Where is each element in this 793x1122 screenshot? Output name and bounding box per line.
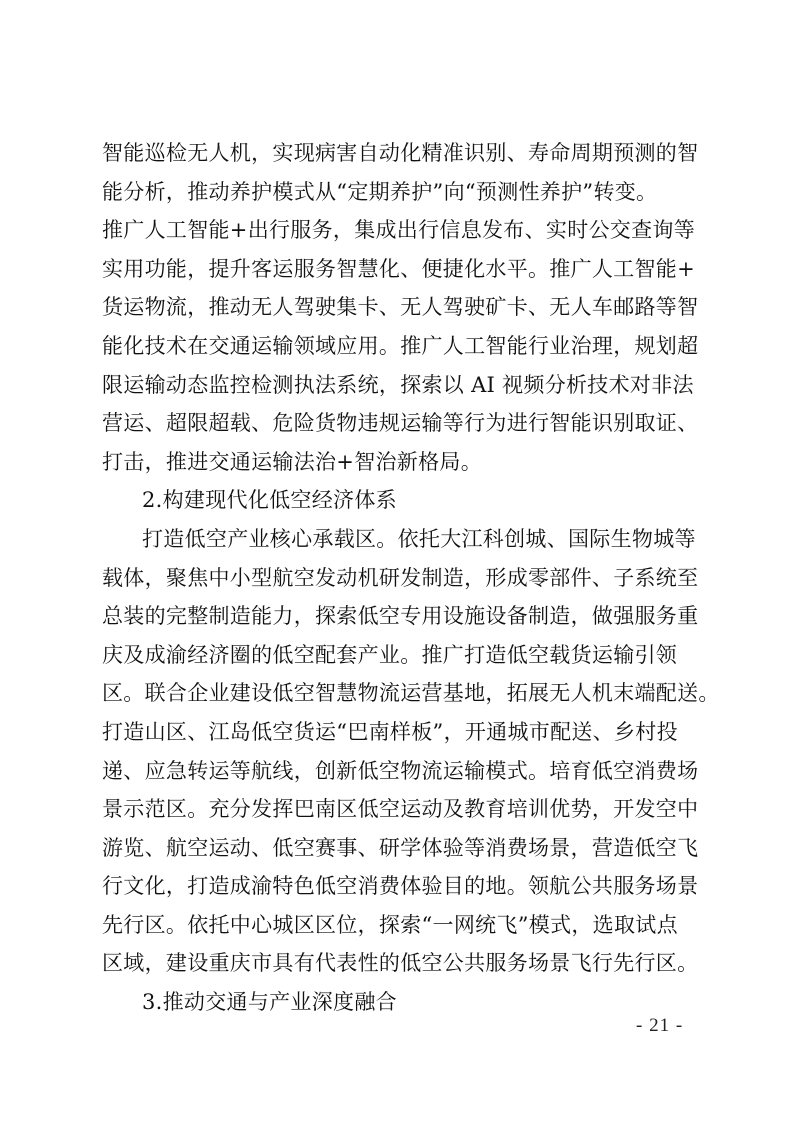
text-line: 限运输动态监控检测执法系统，探索以 AI 视频分析技术对非法 <box>102 372 694 397</box>
text-line: 景示范区。充分发挥巴南区低空运动及教育培训优势，开发空中 <box>102 797 699 822</box>
page-number: - 21 - <box>636 1015 684 1036</box>
text-line: 能化技术在交通运输领域应用。推广人工智能行业治理，规划超 <box>102 333 699 358</box>
text-line: 货运物流，推动无人驾驶集卡、无人驾驶矿卡、无人车邮路等智 <box>102 295 699 320</box>
section-heading: 3.推动交通与产业深度融合 <box>142 990 397 1015</box>
section-heading: 2.构建现代化低空经济体系 <box>142 488 397 513</box>
text-line: 营运、超限超载、危险货物违规运输等行为进行智能识别取证、 <box>102 411 699 436</box>
text-line: 总装的完整制造能力，探索低空专用设施设备制造，做强服务重 <box>102 604 699 629</box>
text-line: 智能巡检无人机，实现病害自动化精准识别、寿命周期预测的智 <box>102 141 699 165</box>
text-line: 载体，聚焦中小型航空发动机研发制造，形成零部件、子系统至 <box>102 565 699 590</box>
text-line: 递、应急转运等航线，创新低空物流运输模式。培育低空消费场 <box>102 758 699 783</box>
text-line: 庆及成渝经济圈的低空配套产业。推广打造低空载货运输引领 <box>102 642 678 667</box>
text-line: 打击，推进交通运输法治+智治新格局。 <box>102 449 482 474</box>
body-text <box>102 134 720 1022</box>
text-line: 区。联合企业建设低空智慧物流运营基地，拓展无人机末端配送。 <box>102 681 720 706</box>
text-line: 实用功能，提升客运服务智慧化、便捷化水平。推广人工智能+ <box>102 256 695 281</box>
text-line: 先行区。依托中心城区区位，探索“一网统飞”模式，选取试点 <box>102 912 678 937</box>
text-line: 区域，建设重庆市具有代表性的低空公共服务场景飞行先行区。 <box>102 951 699 976</box>
text-line: 能分析，推动养护模式从“定期养护”向“预测性养护”转变。 <box>102 179 658 204</box>
text-line: 行文化，打造成渝特色低空消费体验目的地。领航公共服务场景 <box>102 874 699 899</box>
text-line: 打造山区、江岛低空货运“巴南样板”，开通城市配送、乡村投 <box>102 719 678 744</box>
paragraph-first-line: 打造低空产业核心承载区。依托大江科创城、国际生物城等 <box>142 526 696 551</box>
text-line: 推广人工智能+出行服务，集成出行信息发布、实时公交查询等 <box>102 218 695 243</box>
text-line: 游览、航空运动、低空赛事、研学体验等消费场景，营造低空飞 <box>102 835 699 860</box>
